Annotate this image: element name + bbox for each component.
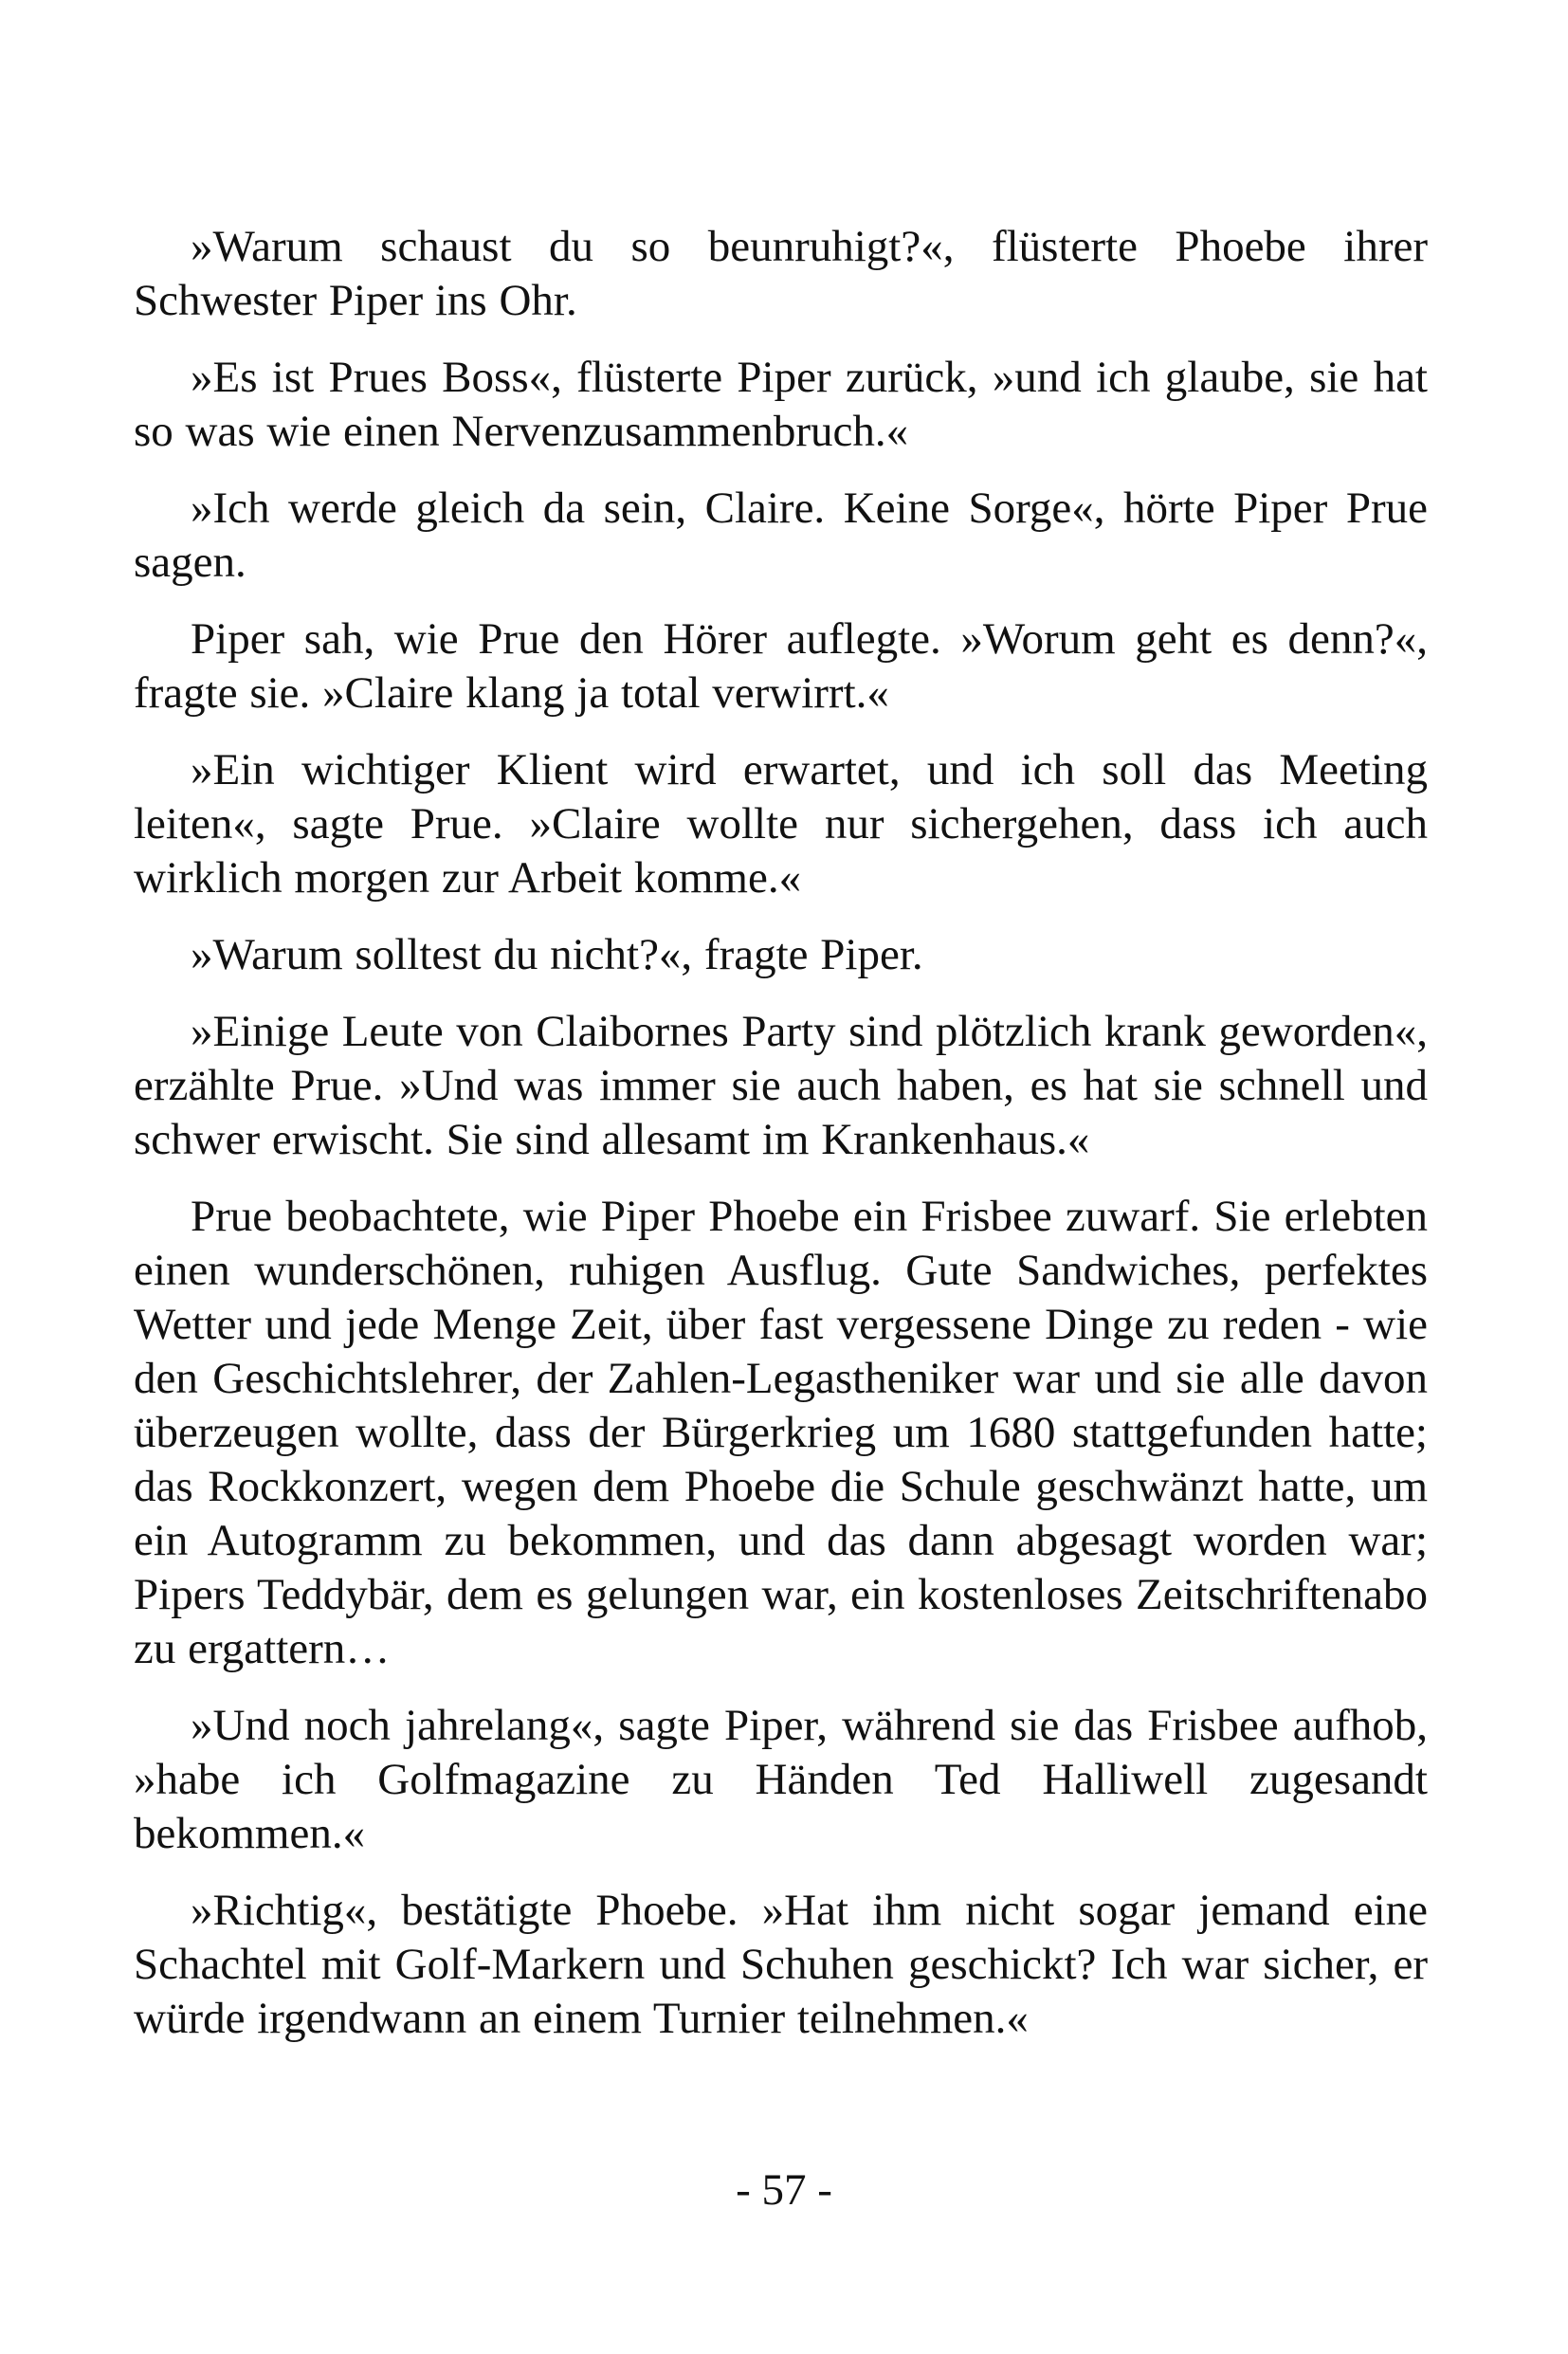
paragraph: Prue beobachtete, wie Piper Phoebe ein Frisbee zuwarf. Sie erlebten einen wunderschönen, ruhigen Ausflug. Gute Sandwiches, perfektes Wetter und jede Menge Zeit, über fast vergessene Dinge zu reden - wie den Geschichtslehrer, der Zahlen-Legastheniker war und sie alle davon überzeugen wollte, dass der Bürgerkrieg um 1680 stattgefunden hatte; das Rockkonzert, wegen dem Phoebe die Schule geschwänzt hatte, um ein Autogramm zu bekommen, und das dann abgesagt worden war; Pipers Teddybär, dem es gelungen war, ein kostenloses Zeitschriftenabo zu ergattern… xyxy=(134,1192,1428,1673)
body-text xyxy=(134,220,1428,2069)
paragraph: Piper sah, wie Prue den Hörer auflegte. »Worum geht es denn?«, fragte sie. »Claire klang ja total verwirrt.« xyxy=(134,614,1428,718)
paragraph: »Warum solltest du nicht?«, fragte Piper. xyxy=(191,930,923,979)
paragraph: »Es ist Prues Boss«, flüsterte Piper zurück, »und ich glaube, sie hat so was wie einen Nervenzusammenbruch.« xyxy=(134,353,1428,456)
paragraph: »Richtig«, bestätigte Phoebe. »Hat ihm nicht sogar jemand eine Schachtel mit Golf-Markern und Schuhen geschickt? Ich war sicher, er würde irgendwann an einem Turnier teilnehmen.« xyxy=(134,1886,1428,2043)
page-number: - 57 - xyxy=(736,2165,832,2215)
paragraph: »Und noch jahrelang«, sagte Piper, während sie das Frisbee aufhob, »habe ich Golfmagazine zu Händen Ted Halliwell zugesandt bekommen.« xyxy=(134,1701,1428,1858)
paragraph: »Ein wichtiger Klient wird erwartet, und ich soll das Meeting leiten«, sagte Prue. »Claire wollte nur sichergehen, dass ich auch wirklich morgen zur Arbeit komme.« xyxy=(134,745,1428,903)
paragraph: »Einige Leute von Claibornes Party sind plötzlich krank geworden«, erzählte Prue. »Und was immer sie auch haben, es hat sie schnell und schwer erwischt. Sie sind allesamt im Krankenhaus.« xyxy=(134,1007,1428,1164)
paragraph: »Ich werde gleich da sein, Claire. Keine Sorge«, hörte Piper Prue sagen. xyxy=(134,484,1428,587)
paragraph: »Warum schaust du so beunruhigt?«, flüsterte Phoebe ihrer Schwester Piper ins Ohr. xyxy=(134,222,1428,325)
